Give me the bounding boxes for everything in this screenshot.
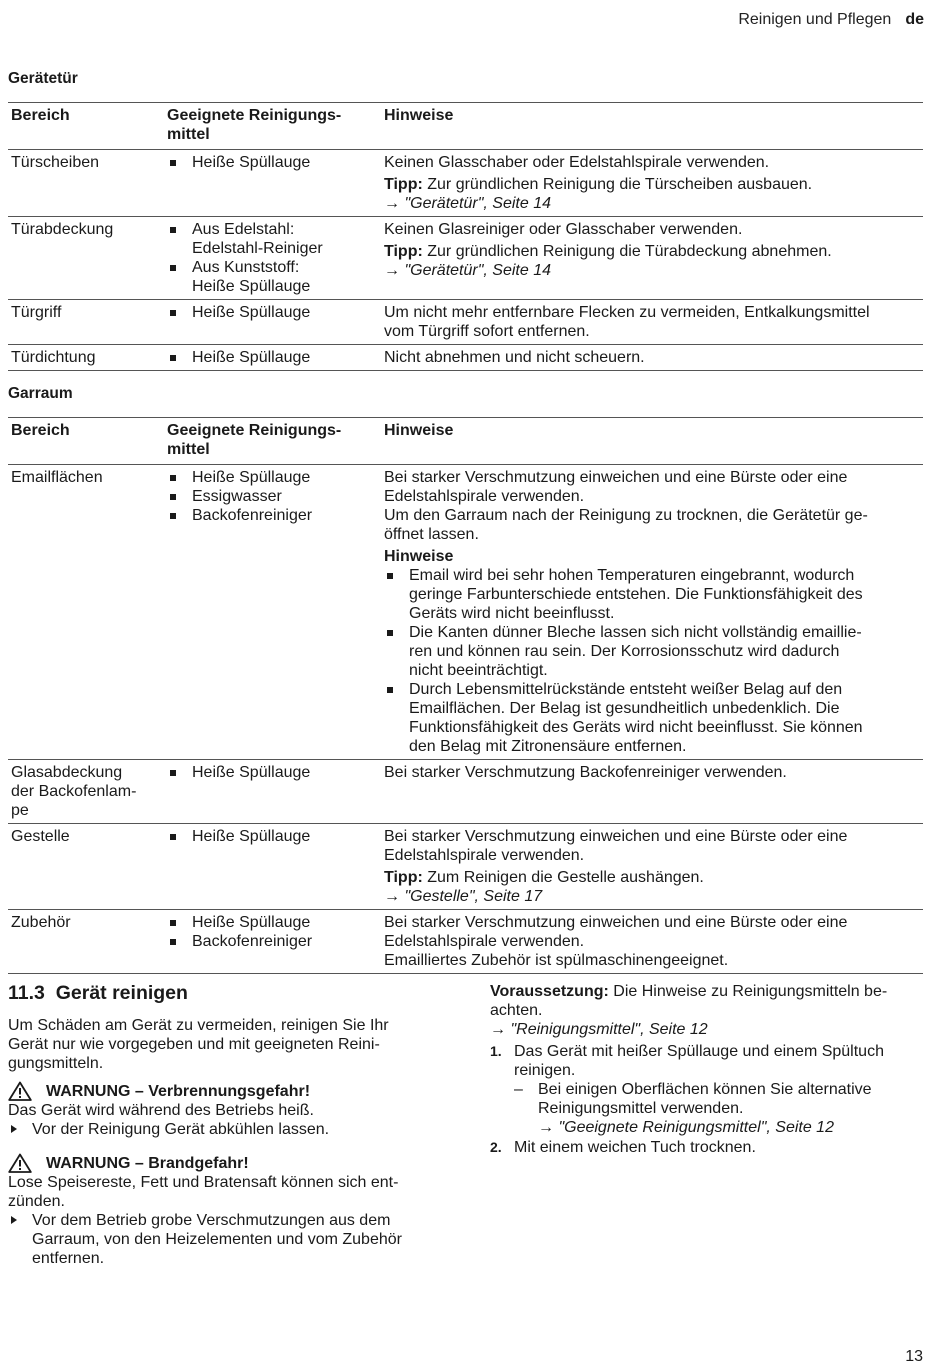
row-note: Bei starker Verschmutzung Backofenreiniger verwenden. bbox=[381, 760, 923, 824]
tip-label: Tipp: bbox=[384, 869, 423, 886]
cross-reference[interactable]: → "Gerätetür", Seite 14 bbox=[384, 195, 551, 212]
list-item: Heiße Spüllauge bbox=[167, 827, 377, 846]
list-item: 1. Das Gerät mit heißer Spüllauge und einem Spültuch reinigen. bbox=[490, 1043, 884, 1079]
header-language: de bbox=[905, 11, 924, 28]
table-row bbox=[8, 300, 923, 345]
warning-text: Lose Speisereste, Fett und Bratensaft können sich ent- zünden. bbox=[8, 1174, 399, 1210]
table-row bbox=[8, 910, 923, 974]
warning-heading: WARNUNG – Verbrennungsgefahr! bbox=[8, 1081, 453, 1101]
list-item: Email wird bei sehr hohen Temperaturen eingebrannt, wodurch geringe Farbunterschiede entstehen. Die Funktionsfähigkeit des Geräts wird nicht beeinflusst. bbox=[384, 566, 919, 623]
table2-title: Garraum bbox=[8, 385, 73, 402]
row-note: Bei starker Verschmutzung einweichen und eine Bürste oder eine Edelstahlspirale verwenden. bbox=[384, 469, 848, 505]
row-note: Um den Garraum nach der Reinigung zu trocknen, die Gerätetür ge- öffnet lassen. bbox=[384, 507, 868, 543]
table-row bbox=[8, 217, 923, 300]
steps-list bbox=[490, 1042, 925, 1080]
table-header-row bbox=[8, 418, 923, 465]
tip-label: Tipp: bbox=[384, 243, 423, 260]
header-section-title: Reinigen und Pflegen bbox=[738, 11, 892, 28]
section-heading: 11.3 Gerät reinigen bbox=[8, 982, 188, 1004]
header-notes: Hinweise bbox=[381, 418, 923, 465]
list-item: Heiße Spüllauge bbox=[167, 153, 377, 172]
tip-text: Zum Reinigen die Gestelle aushängen. bbox=[422, 869, 704, 886]
tip-label: Tipp: bbox=[384, 176, 423, 193]
list-item: Die Kanten dünner Bleche lassen sich nicht vollständig emaillie- ren und können rau sein. Der Korrosionsschutz wird dadurch nicht beeinträchtigt. bbox=[384, 623, 919, 680]
row-area: Glasabdeckung der Backofenlam- pe bbox=[8, 760, 167, 824]
arrow-right-icon: → bbox=[384, 888, 400, 905]
row-note: Keinen Glasschaber oder Edelstahlspirale verwenden. bbox=[384, 154, 770, 171]
list-item: Heiße Spüllauge bbox=[167, 468, 377, 487]
header-area: Bereich bbox=[8, 103, 167, 150]
table-row bbox=[8, 465, 923, 760]
warning-action: Vor dem Betrieb grobe Verschmutzungen aus dem Garraum, von den Heizelementen und vom Zubehör entfernen. bbox=[8, 1211, 453, 1268]
list-item: Backofenreiniger bbox=[167, 932, 377, 951]
row-note: Emailliertes Zubehör ist spülmaschinengeeignet. bbox=[384, 952, 729, 969]
warning-text: Das Gerät wird während des Betriebs heiß. bbox=[8, 1102, 314, 1119]
row-area: Emailflächen bbox=[8, 465, 167, 760]
arrow-right-icon: → bbox=[384, 262, 400, 279]
arrow-right-icon: → bbox=[490, 1021, 506, 1038]
tip-text: Zur gründlichen Reinigung die Türabdeckung abnehmen. bbox=[422, 243, 832, 260]
cavity-cleaning-table bbox=[8, 417, 923, 974]
table-row bbox=[8, 824, 923, 910]
section-intro: Um Schäden am Gerät zu vermeiden, reinigen Sie Ihr Gerät nur wie vorgegeben und mit geeigneten Reini- gungsmitteln. bbox=[8, 1017, 389, 1072]
cross-reference[interactable]: → "Gerätetür", Seite 14 bbox=[384, 262, 551, 279]
list-item: Aus Edelstahl: Edelstahl-Reiniger bbox=[167, 220, 377, 258]
list-item: Aus Kunststoff: Heiße Spüllauge bbox=[167, 258, 377, 296]
list-item: Heiße Spüllauge bbox=[167, 763, 377, 782]
arrow-right-icon: → bbox=[384, 195, 400, 212]
warning-action: Vor der Reinigung Gerät abkühlen lassen. bbox=[8, 1120, 453, 1139]
row-area: Türdichtung bbox=[8, 345, 167, 371]
section-right-column bbox=[490, 982, 925, 1157]
row-area: Türscheiben bbox=[8, 150, 167, 217]
row-area: Türabdeckung bbox=[8, 217, 167, 300]
page-number: 13 bbox=[905, 1348, 923, 1365]
table-header-row bbox=[8, 103, 923, 150]
tip-text: Zur gründlichen Reinigung die Türscheiben ausbauen. bbox=[422, 176, 813, 193]
row-area: Gestelle bbox=[8, 824, 167, 910]
sub-step: – Bei einigen Oberflächen können Sie alternative Reinigungsmittel verwenden. bbox=[514, 1081, 872, 1117]
cross-reference[interactable]: → "Reinigungsmittel", Seite 12 bbox=[490, 1021, 708, 1038]
list-item: Essigwasser bbox=[167, 487, 377, 506]
list-item: Heiße Spüllauge bbox=[167, 913, 377, 932]
header-notes: Hinweise bbox=[381, 103, 923, 150]
table-row bbox=[8, 150, 923, 217]
page-header bbox=[738, 11, 924, 29]
warning-triangle-icon bbox=[8, 1081, 32, 1101]
table1-title: Gerätetür bbox=[8, 70, 78, 87]
row-note: Bei starker Verschmutzung einweichen und eine Bürste oder eine Edelstahlspirale verwenden. bbox=[384, 828, 848, 864]
warning-triangle-icon bbox=[8, 1153, 32, 1173]
arrow-right-icon: → bbox=[538, 1119, 554, 1136]
steps-list bbox=[490, 1138, 925, 1157]
row-note: Um nicht mehr entfernbare Flecken zu vermeiden, Entkalkungsmittel vom Türgriff sofort entfernen. bbox=[381, 300, 923, 345]
list-item: Backofenreiniger bbox=[167, 506, 377, 525]
prerequisite: Voraussetzung: Die Hinweise zu Reinigungsmitteln be- achten. bbox=[490, 983, 888, 1019]
list-item: Durch Lebensmittelrückstände entsteht weißer Belag auf den Emailflächen. Der Belag ist gesundheitlich unbedenklich. Die Funktionsfähigkeit des Geräts wird nicht beeinflusst. Sie können den Belag mit Zitronensäure entfernen. bbox=[384, 680, 919, 756]
header-agent: Geeignete Reinigungs- mittel bbox=[167, 103, 381, 150]
list-item: Heiße Spüllauge bbox=[167, 348, 377, 367]
row-note: Keinen Glasreiniger oder Glasschaber verwenden. bbox=[384, 221, 743, 238]
table-row bbox=[8, 760, 923, 824]
cross-reference[interactable]: → "Gestelle", Seite 17 bbox=[384, 888, 543, 905]
row-area: Zubehör bbox=[8, 910, 167, 974]
hints-title: Hinweise bbox=[384, 548, 454, 565]
list-item: 2. Mit einem weichen Tuch trocknen. bbox=[490, 1139, 756, 1156]
row-area: Türgriff bbox=[8, 300, 167, 345]
door-cleaning-table bbox=[8, 102, 923, 371]
header-agent: Geeignete Reinigungs- mittel bbox=[167, 418, 381, 465]
row-note: Nicht abnehmen und nicht scheuern. bbox=[381, 345, 923, 371]
table-row bbox=[8, 345, 923, 371]
warning-heading: WARNUNG – Brandgefahr! bbox=[8, 1153, 453, 1173]
list-item: Heiße Spüllauge bbox=[167, 303, 377, 322]
cross-reference[interactable]: → "Geeignete Reinigungsmittel", Seite 12 bbox=[538, 1119, 834, 1136]
header-area: Bereich bbox=[8, 418, 167, 465]
row-note: Bei starker Verschmutzung einweichen und eine Bürste oder eine Edelstahlspirale verwenden. bbox=[384, 914, 848, 950]
section-left-column bbox=[8, 981, 453, 1268]
